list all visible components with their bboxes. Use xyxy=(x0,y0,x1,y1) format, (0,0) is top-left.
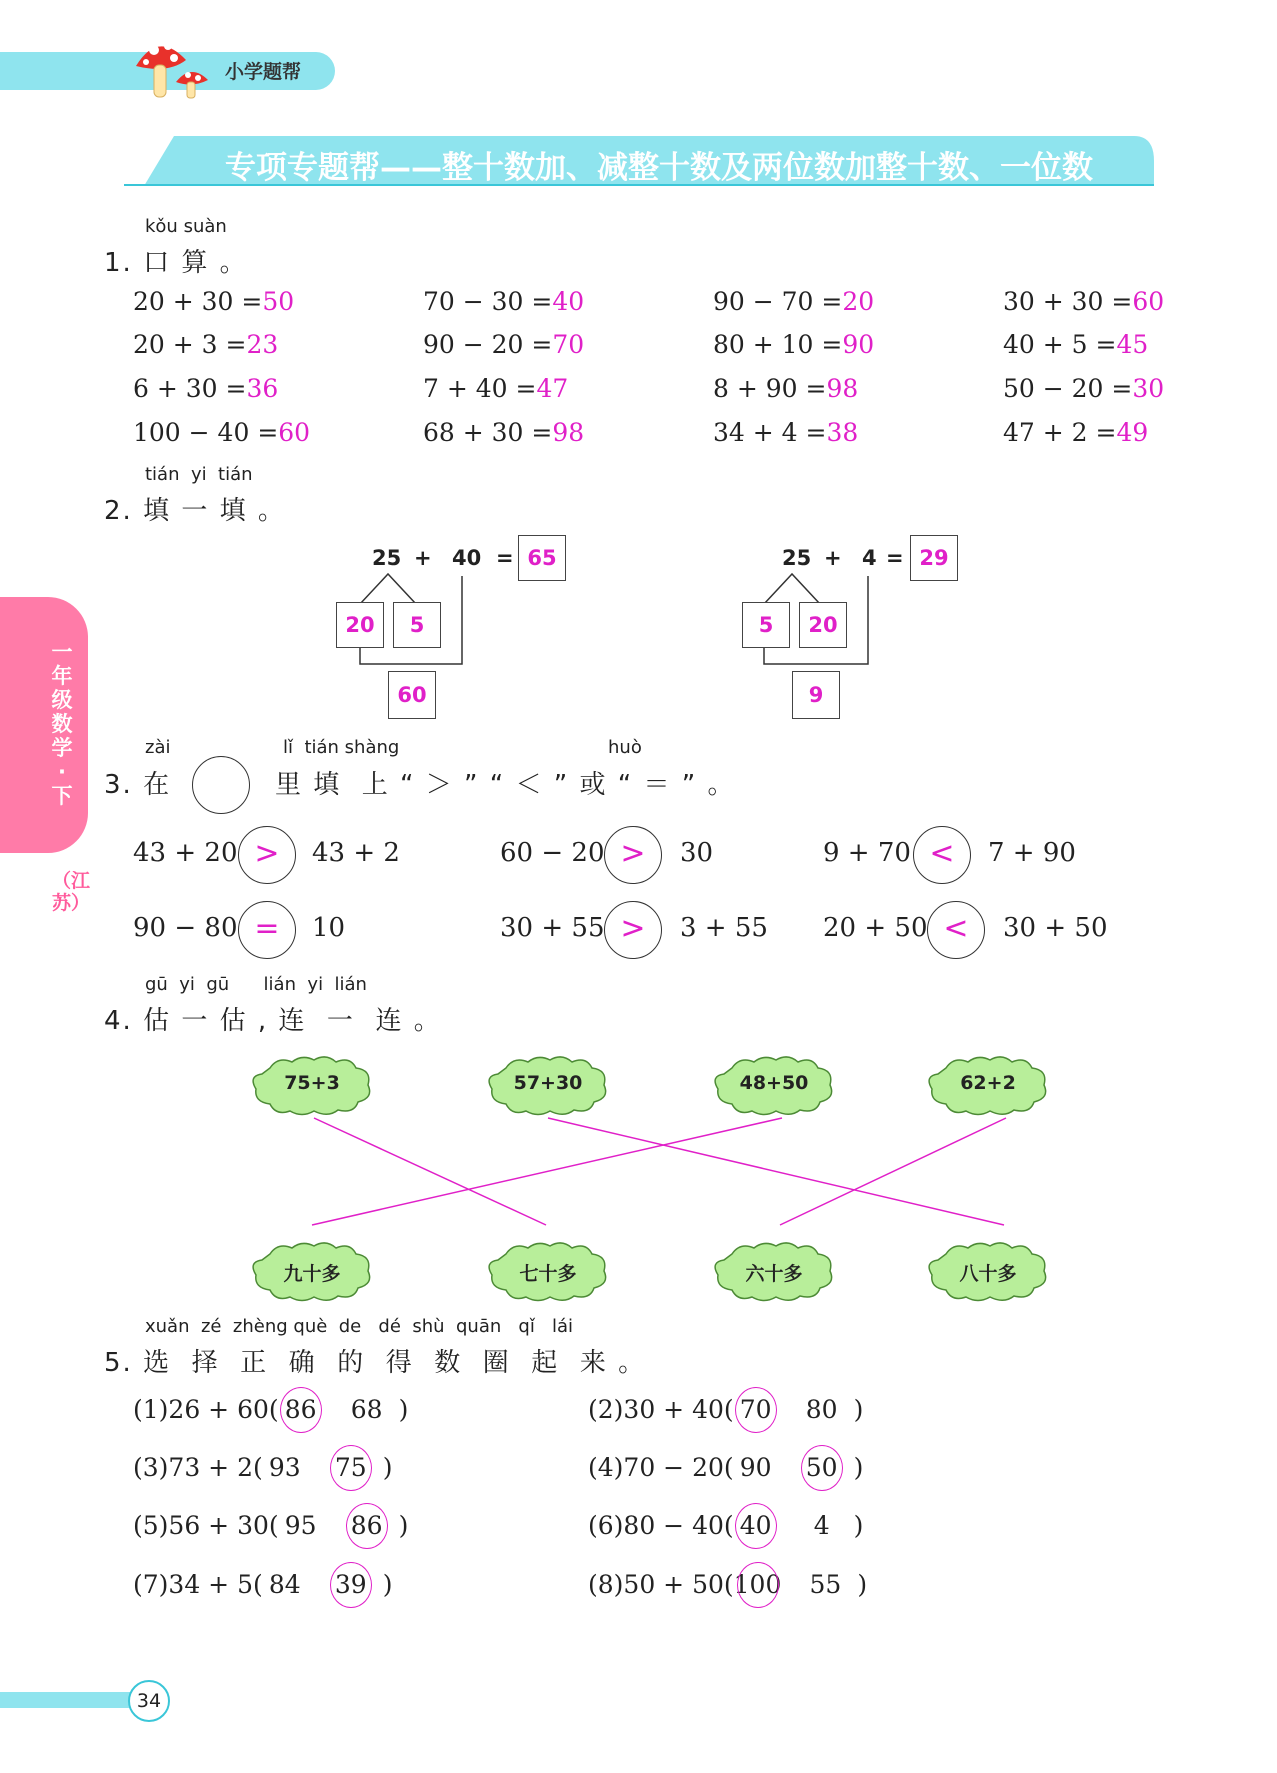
q5-pinyin: xuǎn zé zhèng què de dé shù quān qǐ lái xyxy=(145,1316,574,1337)
q3-heading-end: 里 填 上 “ ＞ ” “ ＜ ” 或 “ ＝ ” 。 xyxy=(275,770,736,800)
q1-calc-item xyxy=(1003,287,1164,316)
q5-choice-label: (1)26 + 60( xyxy=(133,1395,279,1424)
q5-choice-label: (3)73 + 2( xyxy=(133,1453,263,1482)
q4-bottom-cloud-label: 六十多 xyxy=(745,1263,803,1285)
q5-option: 100 xyxy=(734,1570,782,1599)
q1-expression: 90 − 70 = xyxy=(713,287,843,316)
q4-bottom-cloud-label: 九十多 xyxy=(283,1263,341,1285)
q1-answer: 98 xyxy=(552,418,585,447)
q4-bottom-cloud-label: 七十多 xyxy=(519,1263,577,1285)
q1-calc-item xyxy=(713,418,858,447)
q5-option: 39 xyxy=(329,1570,373,1599)
q1-expression: 30 + 30 = xyxy=(1003,287,1133,316)
q5-choice-row xyxy=(133,1511,408,1540)
q5-choice-row xyxy=(588,1395,863,1424)
q4-line-4 xyxy=(780,1118,1006,1225)
q4-line-1 xyxy=(314,1118,546,1225)
q1-expression: 34 + 4 = xyxy=(713,418,827,447)
q5-option: 86 xyxy=(279,1395,323,1424)
q2-right-eq: = xyxy=(886,546,904,570)
q2-right-split1-box: 5 xyxy=(742,602,790,648)
q1-calc-item xyxy=(423,374,568,403)
q5-answer-ring xyxy=(280,1387,322,1433)
q5-option: 75 xyxy=(329,1453,373,1482)
q5-close-paren: ) xyxy=(382,1453,393,1482)
q5-close-paren: ) xyxy=(398,1511,409,1540)
q5-answer-ring xyxy=(737,1562,779,1608)
q5-close-paren: ) xyxy=(853,1511,864,1540)
q3-right-expression: 3 + 55 xyxy=(680,913,768,943)
q3-answer-circle: = xyxy=(238,901,296,959)
q1-calc-item xyxy=(423,418,584,447)
q5-option: 86 xyxy=(345,1511,389,1540)
q2-left-op: + xyxy=(414,546,432,570)
q2-pinyin: tián yi tián xyxy=(145,464,253,485)
q3-answer-circle: < xyxy=(913,826,971,884)
q3-answer-circle: < xyxy=(927,901,985,959)
q4-bottom-cloud-label: 八十多 xyxy=(959,1263,1017,1285)
q5-option: 90 xyxy=(739,1453,772,1482)
q3-sample-circle xyxy=(192,756,250,814)
q1-answer: 90 xyxy=(842,330,875,359)
q1-calc-item xyxy=(713,287,874,316)
q5-choice-row xyxy=(588,1570,867,1599)
q1-expression: 80 + 10 = xyxy=(713,330,843,359)
q3-left-expression: 30 + 55 xyxy=(500,913,605,943)
q3-answer-circle: > xyxy=(604,901,662,959)
q1-expression: 90 − 20 = xyxy=(423,330,553,359)
q2-right-a: 25 xyxy=(782,546,812,570)
q1-calc-item xyxy=(713,374,858,403)
q4-pinyin: gū yi gū lián yi lián xyxy=(145,974,367,995)
q5-option: 80 xyxy=(805,1395,838,1424)
q1-answer: 30 xyxy=(1132,374,1165,403)
q1-answer: 20 xyxy=(842,287,875,316)
q5-option: 84 xyxy=(268,1570,301,1599)
q5-answer-ring xyxy=(330,1445,372,1491)
q1-calc-item xyxy=(423,330,584,359)
q3-right-expression: 10 xyxy=(312,913,346,943)
q5-answer-ring xyxy=(735,1387,777,1433)
q4-line-3 xyxy=(312,1118,782,1225)
q1-calc-item xyxy=(133,374,278,403)
q1-answer: 36 xyxy=(246,374,279,403)
side-tab-region: （江苏） xyxy=(52,870,91,914)
q5-choice-label: (8)50 + 50( xyxy=(588,1570,734,1599)
q5-choice-row xyxy=(133,1570,393,1599)
q2-left-b: 40 xyxy=(452,546,482,570)
q1-expression: 68 + 30 = xyxy=(423,418,553,447)
q1-expression: 40 + 5 = xyxy=(1003,330,1117,359)
q2-right-op: + xyxy=(824,546,842,570)
footer-bar xyxy=(0,1692,140,1708)
q5-choice-row xyxy=(133,1395,408,1424)
q1-calc-item xyxy=(423,287,584,316)
q5-option: 55 xyxy=(809,1570,842,1599)
q5-option: 70 xyxy=(734,1395,778,1424)
q2-right-split2-box: 20 xyxy=(799,602,847,648)
q2-left-a: 25 xyxy=(372,546,402,570)
q5-answer-ring xyxy=(330,1562,372,1608)
q2-right-partial-box: 9 xyxy=(792,671,840,719)
q1-expression: 6 + 30 = xyxy=(133,374,247,403)
q5-option: 50 xyxy=(800,1453,844,1482)
q5-close-paren: ) xyxy=(857,1570,868,1599)
q3-right-expression: 7 + 90 xyxy=(988,838,1076,868)
q2-left-split2-box: 5 xyxy=(393,602,441,648)
q1-expression: 20 + 30 = xyxy=(133,287,263,316)
q1-heading: 1. 口 算 。 xyxy=(104,248,248,278)
q5-choice-row xyxy=(133,1453,393,1482)
q1-expression: 70 − 30 = xyxy=(423,287,553,316)
q4-top-cloud-label: 62+2 xyxy=(960,1072,1016,1094)
q3-answer-circle: > xyxy=(604,826,662,884)
q1-expression: 7 + 40 = xyxy=(423,374,537,403)
q2-left-result-box: 65 xyxy=(518,535,566,581)
q3-left-expression: 60 − 20 xyxy=(500,838,605,868)
q3-answer-circle: > xyxy=(238,826,296,884)
q1-expression: 100 − 40 = xyxy=(133,418,279,447)
q5-choice-row xyxy=(588,1453,863,1482)
q2-right-b: 4 xyxy=(862,546,877,570)
q1-calc-item xyxy=(133,418,310,447)
q3-right-expression: 30 xyxy=(680,838,714,868)
q3-heading-start: 3. 在 xyxy=(104,770,172,800)
q5-option: 68 xyxy=(350,1395,383,1424)
q4-line-2 xyxy=(548,1118,1004,1225)
q1-answer: 50 xyxy=(262,287,295,316)
q1-pinyin: kǒu suàn xyxy=(145,216,227,237)
mushroom-icon xyxy=(128,30,218,102)
q1-calc-item xyxy=(1003,374,1164,403)
q2-right-result-box: 29 xyxy=(910,535,958,581)
q2-heading: 2. 填 一 填 。 xyxy=(104,496,286,526)
q2-left-split1-box: 20 xyxy=(336,602,384,648)
page-title: 专项专题帮——整十数加、减整十数及两位数加整十数、一位数 xyxy=(225,150,1093,186)
q1-calc-item xyxy=(713,330,874,359)
q1-answer: 38 xyxy=(826,418,859,447)
page-number: 34 xyxy=(128,1680,170,1722)
q1-expression: 50 − 20 = xyxy=(1003,374,1133,403)
q5-option: 95 xyxy=(284,1511,317,1540)
q3-pinyin-li: lǐ tián shàng xyxy=(283,737,400,758)
side-tab-grade: 一年级数学·下 xyxy=(51,640,73,808)
q3-left-expression: 9 + 70 xyxy=(823,838,911,868)
q5-answer-ring xyxy=(801,1445,843,1491)
q1-answer: 23 xyxy=(246,330,279,359)
q3-left-expression: 43 + 20 xyxy=(133,838,238,868)
brand-label: 小学题帮 xyxy=(225,61,302,83)
q5-close-paren: ) xyxy=(398,1395,409,1424)
q5-option: 93 xyxy=(268,1453,301,1482)
q1-answer: 60 xyxy=(1132,287,1165,316)
q1-answer: 98 xyxy=(826,374,859,403)
q1-answer: 45 xyxy=(1116,330,1149,359)
q5-option: 40 xyxy=(734,1511,778,1540)
q5-choice-label: (5)56 + 30( xyxy=(133,1511,279,1540)
q5-close-paren: ) xyxy=(853,1395,864,1424)
q5-answer-ring xyxy=(346,1503,388,1549)
q1-calc-item xyxy=(1003,330,1148,359)
q2-left-partial-box: 60 xyxy=(388,671,436,719)
q1-expression: 47 + 2 = xyxy=(1003,418,1117,447)
q3-left-expression: 90 − 80 xyxy=(133,913,238,943)
q1-answer: 60 xyxy=(278,418,311,447)
q3-pinyin-zai: zài xyxy=(145,737,171,758)
q5-choice-row xyxy=(588,1511,863,1540)
q1-expression: 20 + 3 = xyxy=(133,330,247,359)
q1-calc-item xyxy=(1003,418,1148,447)
q1-answer: 40 xyxy=(552,287,585,316)
q3-left-expression: 20 + 50 xyxy=(823,913,928,943)
q5-option: 4 xyxy=(813,1511,830,1540)
q1-calc-item xyxy=(133,330,278,359)
q5-heading: 5. 选 择 正 确 的 得 数 圈 起 来 。 xyxy=(104,1348,647,1378)
q5-choice-label: (6)80 − 40( xyxy=(588,1511,734,1540)
q4-top-cloud-label: 48+50 xyxy=(739,1072,809,1094)
q4-heading: 4. 估 一 估 , 连 一 连 。 xyxy=(104,1006,442,1036)
q5-choice-label: (7)34 + 5( xyxy=(133,1570,263,1599)
q3-right-expression: 30 + 50 xyxy=(1003,913,1108,943)
q3-pinyin-huo: huò xyxy=(608,737,642,758)
q1-expression: 8 + 90 = xyxy=(713,374,827,403)
q5-close-paren: ) xyxy=(382,1570,393,1599)
q5-choice-label: (4)70 − 20( xyxy=(588,1453,734,1482)
q1-answer: 47 xyxy=(536,374,569,403)
q2-left-eq: = xyxy=(496,546,514,570)
q4-top-cloud-label: 75+3 xyxy=(284,1072,340,1094)
q5-answer-ring xyxy=(735,1503,777,1549)
q4-top-cloud-label: 57+30 xyxy=(513,1072,583,1094)
q5-choice-label: (2)30 + 40( xyxy=(588,1395,734,1424)
q1-answer: 49 xyxy=(1116,418,1149,447)
q3-right-expression: 43 + 2 xyxy=(312,838,400,868)
q5-close-paren: ) xyxy=(853,1453,864,1482)
q1-calc-item xyxy=(133,287,294,316)
q1-answer: 70 xyxy=(552,330,585,359)
